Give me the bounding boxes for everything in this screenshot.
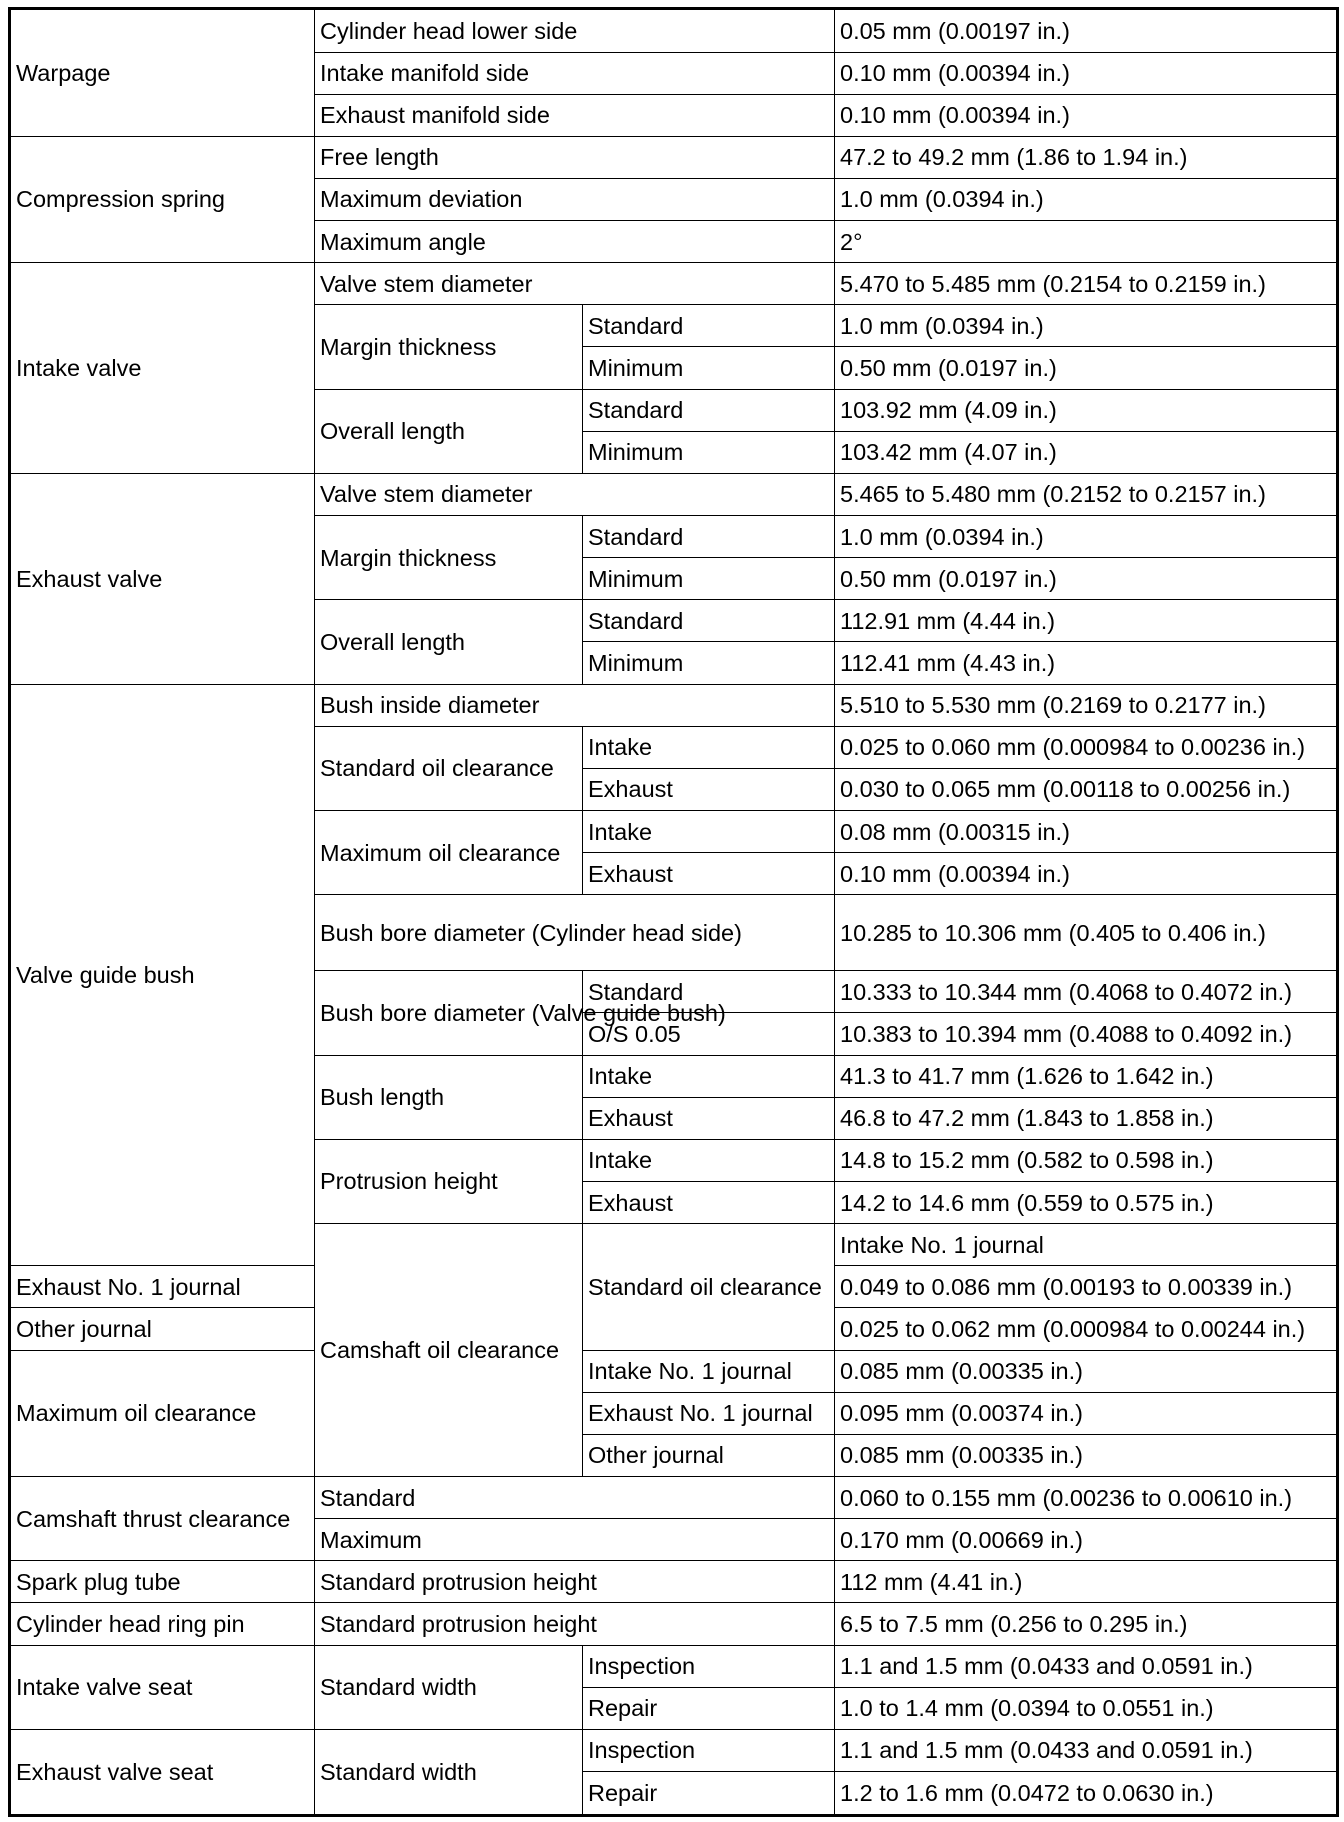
spec-value: 0.030 to 0.065 mm (0.00118 to 0.00256 in.) <box>835 768 1338 810</box>
spec-value: 1.1 and 1.5 mm (0.0433 and 0.0591 in.) <box>835 1645 1338 1687</box>
spec-subitem: Minimum <box>583 347 835 389</box>
spec-value: 5.510 to 5.530 mm (0.2169 to 0.2177 in.) <box>835 684 1338 726</box>
spec-item: Bush length <box>315 1055 583 1139</box>
spec-value: 1.0 mm (0.0394 in.) <box>835 516 1338 558</box>
spec-value: 14.8 to 15.2 mm (0.582 to 0.598 in.) <box>835 1139 1338 1181</box>
spec-subitem: Intake <box>583 1055 835 1097</box>
spec-subitem: Exhaust <box>583 1097 835 1139</box>
spec-item: Maximum angle <box>315 221 835 263</box>
spec-value: 5.470 to 5.485 mm (0.2154 to 0.2159 in.) <box>835 263 1338 305</box>
spec-value: 0.170 mm (0.00669 in.) <box>835 1519 1338 1561</box>
spec-value: 10.333 to 10.344 mm (0.4068 to 0.4072 in.) <box>835 971 1338 1013</box>
spec-subitem: Intake <box>583 811 835 853</box>
section-label: Compression spring <box>10 136 315 262</box>
spec-subitem: Other journal <box>10 1308 315 1350</box>
spec-value: 6.5 to 7.5 mm (0.256 to 0.295 in.) <box>835 1603 1338 1645</box>
spec-subitem: Inspection <box>583 1729 835 1771</box>
spec-item: Maximum deviation <box>315 178 835 220</box>
specification-table <box>8 7 1339 1817</box>
spec-item: Intake manifold side <box>315 52 835 94</box>
section-label: Camshaft thrust clearance <box>10 1477 315 1561</box>
spec-value: 0.08 mm (0.00315 in.) <box>835 811 1338 853</box>
spec-value: 0.095 mm (0.00374 in.) <box>835 1392 1338 1434</box>
spec-subitem: Minimum <box>583 431 835 473</box>
spec-item: Margin thickness <box>315 305 583 389</box>
spec-item: Standard width <box>315 1645 583 1729</box>
spec-subitem: Exhaust No. 1 journal <box>583 1392 835 1434</box>
spec-item: Maximum <box>315 1519 835 1561</box>
spec-subitem: Other journal <box>583 1434 835 1476</box>
spec-value: 0.085 mm (0.00335 in.) <box>835 1434 1338 1476</box>
spec-value: 1.0 to 1.4 mm (0.0394 to 0.0551 in.) <box>835 1687 1338 1729</box>
spec-value: 1.0 mm (0.0394 in.) <box>835 178 1338 220</box>
spec-value: 103.92 mm (4.09 in.) <box>835 389 1338 431</box>
spec-subitem: Standard <box>583 389 835 431</box>
spec-value: 0.10 mm (0.00394 in.) <box>835 94 1338 136</box>
spec-item: Overall length <box>315 600 583 684</box>
spec-subitem: Inspection <box>583 1645 835 1687</box>
spec-value: 0.10 mm (0.00394 in.) <box>835 853 1338 895</box>
section-label: Intake valve <box>10 263 315 474</box>
spec-subitem: Repair <box>583 1771 835 1815</box>
section-label: Exhaust valve seat <box>10 1729 315 1815</box>
spec-item: Bush bore diameter (Valve guide bush) <box>315 971 583 1055</box>
spec-value: 10.285 to 10.306 mm (0.405 to 0.406 in.) <box>835 895 1338 971</box>
spec-subitem: Repair <box>583 1687 835 1729</box>
spec-subitem: Intake No. 1 journal <box>835 1224 1338 1266</box>
section-label: Exhaust valve <box>10 473 315 684</box>
spec-item: Standard <box>315 1477 835 1519</box>
spec-value: 103.42 mm (4.07 in.) <box>835 431 1338 473</box>
spec-item: Standard oil clearance <box>583 1224 835 1350</box>
spec-value: 2° <box>835 221 1338 263</box>
spec-value: 112 mm (4.41 in.) <box>835 1561 1338 1603</box>
spec-subitem: Intake No. 1 journal <box>583 1350 835 1392</box>
spec-value: 0.10 mm (0.00394 in.) <box>835 52 1338 94</box>
spec-value: 0.50 mm (0.0197 in.) <box>835 558 1338 600</box>
spec-value: 0.50 mm (0.0197 in.) <box>835 347 1338 389</box>
spec-value: 10.383 to 10.394 mm (0.4088 to 0.4092 in.) <box>835 1013 1338 1055</box>
spec-subitem: Minimum <box>583 642 835 684</box>
spec-value: 5.465 to 5.480 mm (0.2152 to 0.2157 in.) <box>835 473 1338 515</box>
spec-item: Bush inside diameter <box>315 684 835 726</box>
spec-subitem: Standard <box>583 971 835 1013</box>
spec-value: 1.1 and 1.5 mm (0.0433 and 0.0591 in.) <box>835 1729 1338 1771</box>
section-label: Cylinder head ring pin <box>10 1603 315 1645</box>
section-label: Camshaft oil clearance <box>315 1224 583 1477</box>
spec-item: Maximum oil clearance <box>315 811 583 895</box>
spec-item: Standard protrusion height <box>315 1603 835 1645</box>
spec-subitem: Intake <box>583 726 835 768</box>
spec-item: Free length <box>315 136 835 178</box>
spec-subitem: Exhaust <box>583 853 835 895</box>
section-label: Spark plug tube <box>10 1561 315 1603</box>
spec-item: Exhaust manifold side <box>315 94 835 136</box>
spec-subitem: Standard <box>583 305 835 347</box>
spec-value: 112.91 mm (4.44 in.) <box>835 600 1338 642</box>
spec-item: Standard protrusion height <box>315 1561 835 1603</box>
spec-subitem: Intake <box>583 1139 835 1181</box>
spec-subitem: Minimum <box>583 558 835 600</box>
spec-value: 112.41 mm (4.43 in.) <box>835 642 1338 684</box>
spec-item: Valve stem diameter <box>315 473 835 515</box>
spec-item: Overall length <box>315 389 583 473</box>
spec-subitem: Standard <box>583 600 835 642</box>
spec-value: 1.0 mm (0.0394 in.) <box>835 305 1338 347</box>
section-label: Intake valve seat <box>10 1645 315 1729</box>
spec-item: Margin thickness <box>315 516 583 600</box>
spec-value: 1.2 to 1.6 mm (0.0472 to 0.0630 in.) <box>835 1771 1338 1815</box>
spec-item: Standard oil clearance <box>315 726 583 810</box>
spec-value: 46.8 to 47.2 mm (1.843 to 1.858 in.) <box>835 1097 1338 1139</box>
spec-subitem: Exhaust <box>583 1182 835 1224</box>
spec-value: 0.085 mm (0.00335 in.) <box>835 1350 1338 1392</box>
spec-subitem: Exhaust <box>583 768 835 810</box>
spec-value: 41.3 to 41.7 mm (1.626 to 1.642 in.) <box>835 1055 1338 1097</box>
spec-item: Standard width <box>315 1729 583 1815</box>
spec-value: 0.025 to 0.062 mm (0.000984 to 0.00244 in.) <box>835 1308 1338 1350</box>
spec-item: Protrusion height <box>315 1139 583 1223</box>
spec-item: Cylinder head lower side <box>315 9 835 53</box>
spec-item: Bush bore diameter (Cylinder head side) <box>315 895 835 971</box>
spec-subitem: O/S 0.05 <box>583 1013 835 1055</box>
spec-item: Maximum oil clearance <box>10 1350 315 1476</box>
spec-value: 14.2 to 14.6 mm (0.559 to 0.575 in.) <box>835 1182 1338 1224</box>
spec-subitem: Exhaust No. 1 journal <box>10 1266 315 1308</box>
spec-value: 0.025 to 0.060 mm (0.000984 to 0.00236 in.) <box>835 726 1338 768</box>
section-label: Valve guide bush <box>10 684 315 1266</box>
spec-value: 0.049 to 0.086 mm (0.00193 to 0.00339 in.) <box>835 1266 1338 1308</box>
spec-value: 0.060 to 0.155 mm (0.00236 to 0.00610 in.) <box>835 1477 1338 1519</box>
spec-subitem: Standard <box>583 516 835 558</box>
spec-value: 0.05 mm (0.00197 in.) <box>835 9 1338 53</box>
section-label: Warpage <box>10 9 315 137</box>
spec-value: 47.2 to 49.2 mm (1.86 to 1.94 in.) <box>835 136 1338 178</box>
spec-item: Valve stem diameter <box>315 263 835 305</box>
